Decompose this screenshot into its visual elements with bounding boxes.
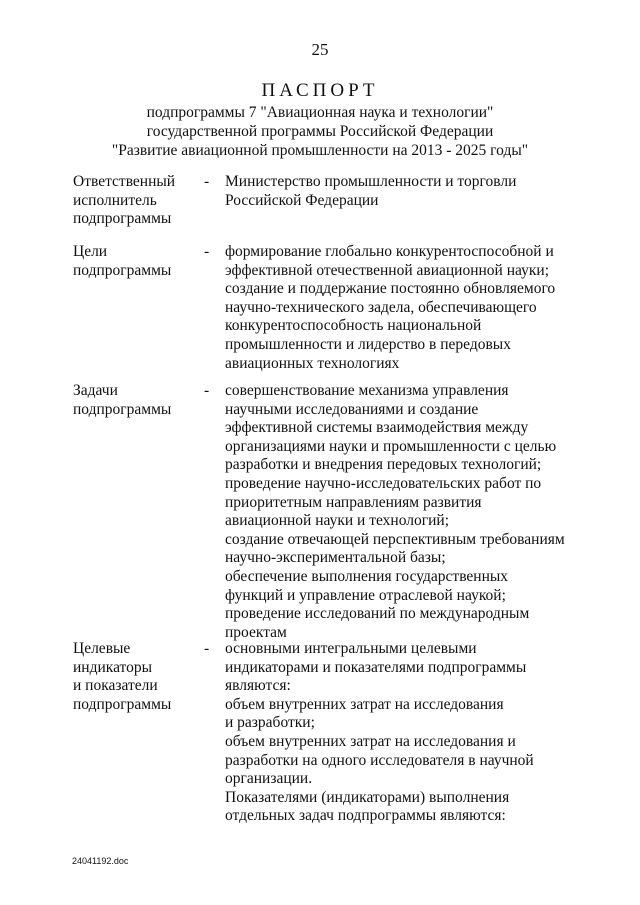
value-line: авиационной науки и технологий; [225, 512, 450, 530]
value-line: конкурентоспособность национальной [225, 317, 482, 335]
value-line: промышленности и лидерство в передовых [225, 335, 511, 353]
value-line: основными интегральными целевыми [225, 640, 477, 657]
label-line: и показатели [73, 677, 158, 695]
section-value [225, 243, 570, 373]
section-label [73, 243, 198, 280]
value-line: авиационных технологиях [225, 354, 400, 372]
label-line: Цели [73, 243, 108, 260]
value-line: создание отвечающей перспективным требованиям [225, 530, 565, 548]
subtitle-line: "Развитие авиационной промышленности на 2013 - 2025 годы" [111, 142, 529, 159]
section-label [73, 173, 198, 229]
section-label [73, 640, 198, 714]
value-line: Показателями (индикаторами) выполнения [225, 788, 510, 806]
value-line: приоритетным направлениям развития [225, 493, 482, 511]
value-line: эффективной отечественной авиационной науки; [225, 261, 550, 279]
value-line: объем внутренних затрат на исследования [225, 695, 504, 713]
section-dash: - [204, 382, 210, 399]
section-dash: - [204, 173, 210, 190]
section-label [73, 382, 198, 419]
label-line: индикаторы [73, 658, 153, 676]
label-line: подпрограммы [73, 695, 172, 713]
label-line: Задачи [73, 382, 118, 399]
section-dash: - [204, 243, 210, 260]
label-line: Целевые [73, 640, 131, 657]
label-line: подпрограммы [73, 210, 172, 228]
value-line: отдельных задач подпрограммы являются: [225, 807, 506, 825]
value-line: проведение научно-исследовательских работ по [225, 474, 542, 492]
value-line: Российской Федерации [225, 191, 379, 209]
value-line: обеспечение выполнения государственных [225, 567, 509, 585]
value-line: объем внутренних затрат на исследования и [225, 732, 516, 750]
value-line: организации. [225, 770, 313, 788]
value-line: научно-технического задела, обеспечивающего [225, 298, 537, 316]
value-line: разработки на одного исследователя в научной [225, 751, 534, 769]
label-line: исполнитель [73, 191, 157, 209]
section-value [225, 382, 570, 642]
subtitle-line: государственной программы Российской Федерации [146, 123, 494, 140]
label-line: Ответственный [73, 173, 176, 190]
section-value [225, 640, 570, 826]
value-line: научно-экспериментальной базы; [225, 549, 446, 567]
subtitle-line: подпрограммы 7 "Авиационная наука и технологии" [146, 104, 494, 121]
footer-filename: 24041192.doc [72, 856, 129, 866]
value-line: и разработки; [225, 714, 315, 732]
page-number: 25 [311, 40, 329, 59]
label-line: подпрограммы [73, 261, 172, 279]
value-line: научными исследованиями и создание [225, 400, 479, 418]
value-line: функций и управление отраслевой наукой; [225, 586, 506, 604]
value-line: Министерство промышленности и торговли [225, 173, 517, 190]
value-line: разработки и внедрения передовых технологий; [225, 456, 542, 474]
value-line: организациями науки и промышленности с целью [225, 437, 557, 455]
value-line: индикаторами и показателями подпрограммы [225, 658, 527, 676]
value-line: создание и поддержание постоянно обновляемого [225, 280, 556, 298]
section-dash: - [204, 640, 210, 657]
value-line: проектам [225, 623, 287, 641]
document-title: ПАСПОРТ [261, 80, 379, 101]
value-line: формирование глобально конкурентоспособной и [225, 243, 554, 260]
label-line: подпрограммы [73, 400, 172, 418]
value-line: являются: [225, 677, 291, 695]
value-line: проведение исследований по международным [225, 605, 530, 623]
document-subtitle [0, 103, 640, 160]
section-value [225, 173, 570, 210]
value-line: эффективной системы взаимодействия между [225, 419, 529, 437]
value-line: совершенствование механизма управления [225, 382, 509, 399]
